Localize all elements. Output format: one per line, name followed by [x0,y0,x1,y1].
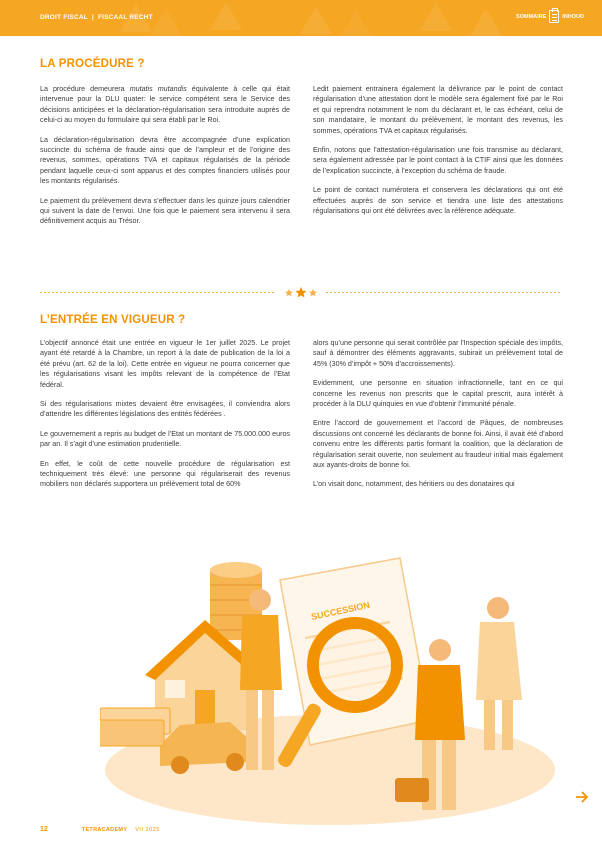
emphasis: mutatis mutandis [129,85,187,93]
paragraph: La déclaration-régularisation devra être accompagnée d’une explication succincte du schéma de fraude ainsi que de l’ampleur et de l’origine des revenus, sommes, opérations TVA et capitaux régularisés de la période pendant laquelle ceux-ci sont apparus et des comptes financiers utilisés pour les montants régularisés. [40,135,290,186]
person-right [476,597,522,750]
clipboard-icon[interactable] [549,10,559,23]
text: La procédure demeurera [40,85,130,93]
table-of-contents-link[interactable] [516,10,584,23]
breadcrumb-separator: | [91,14,94,21]
banknotes [100,708,170,746]
nav-inhoud[interactable]: INHOUD [562,13,584,20]
nav-sommaire[interactable]: SOMMAIRE [516,13,547,20]
paragraph: En effet, le coût de cette nouvelle procédure de régularisation est techniquement très élevé: une personne qui régulariserait des revenus mobiliers non déclarés supportera un prélèvement total de 60% [40,459,290,489]
column-right-vigueur [313,338,563,499]
document-label: SUCCESSION [310,599,371,622]
footer [40,826,160,833]
paragraph: L’objectif annoncé était une entrée en vigueur le 1er juillet 2025. Le projet ayant été retardé à la Chambre, un report à la date de publication de la loi a été prévu (art. 62 de la loi). Cette entrée en vigueur ne pourra concerner que les régularisations visant les impôts relevant de la compétence de l’Etat fédéral. [40,339,290,389]
illustration-inheritance [100,540,560,830]
paragraph: Enfin, notons que l’attestation-régularisation une fois transmise au déclarant, sera également adressée par le point contact à la CTIF ainsi que les données de l’explication succincte, à l’exception du schéma de fraude. [313,146,563,175]
briefcase-icon [395,778,429,802]
breadcrumb-nl[interactable]: FISCAAL RECHT [97,14,153,21]
edition-date: VII 2025 [135,826,160,833]
text: équivalente à celle qui était intervenue pour la DLU quater: le service compétent sera le Service des décisions anticipées et la déclaration-régularisation sera introduite auprès de celui-ci au moyen du formulaire qui sera établi par le Roi. [40,85,290,125]
column-left-vigueur [40,338,290,499]
section-title-procedure: LA PROCÉDURE ? [40,58,145,70]
stars-icon [283,286,319,298]
section-title-entree-en-vigueur: L’ENTRÉE EN VIGUEUR ? [40,314,186,326]
column-left-procedure [40,84,290,236]
paragraph: Le gouvernement a repris au budget de l’Etat un montant de 75.000.000 euros par an. Il s’agit d’une estimation prudentielle. [40,429,290,449]
breadcrumb [40,14,153,21]
next-page-arrow-icon[interactable] [575,791,589,803]
breadcrumb-fr[interactable]: DROIT FISCAL [40,14,88,21]
paragraph: Evidemment, une personne en situation infractionnelle, tant en ce qui concerne les revenus non prescrits que le capital prescrit, aura intérêt à procéder à la DLU quinquies en vue d’obtenir l’immunité pénale. [313,379,563,409]
divider-right [326,292,562,293]
paragraph: Entre l’accord de gouvernement et l’accord de Pâques, de nombreuses discussions ont concerné les déclarants de bonne foi. Ainsi, il avait été d’abord convenu entre les différents partis formant la coalition, que la déclaration de régularisation serait ouverte, non seulement au fraudeur initial mais également aux ayants-droits de bonne foi. [313,419,563,470]
logo: TETRACADEMY [81,826,128,833]
divider-left [40,292,276,293]
paragraph: L’on visait donc, notamment, des héritiers ou des donataires qui [313,480,515,489]
paragraph: Le paiement du prélèvement devra s’effectuer dans les quinze jours calendrier qui suivent la date de l’envoi. Une fois que le paiement sera intervenu il sera définitivement acquis au Trésor. [40,196,290,226]
paragraph [40,84,290,126]
paragraph: alors qu’une personne qui serait contrôlée par l’Inspection spéciale des impôts, sauf à démontrer des éléments aggravants, subirait un prélèvement total de 45% (30% d’impôt + 50% d’accroissements). [313,339,563,368]
paragraph: Ledit paiement entrainera également la délivrance par le point de contact régularisation d’une attestation dont le modèle sera également fixé par le Roi et qui reprendra notamment le nom du déclarant et, le cas échéant, celui de son mandataire, le montant du prélèvement, le montant des revenus, les sommes, opérations TVA et capitaux régularisés. [313,85,563,135]
paragraph: Si des régularisations mixtes devaient être envisagées, il conviendra alors d’attendre les différentes législations des entités fédérées . [40,400,290,419]
page-number: 12 [40,826,48,833]
column-right-procedure [313,84,563,225]
paragraph: Le point de contact numérotera et conservera les déclarations qui ont été effectuées auprès de son service et tiendra une liste des attestations régularisations qui ont été délivrées avec la référence adéquate. [313,186,563,216]
header-bar [0,0,602,36]
